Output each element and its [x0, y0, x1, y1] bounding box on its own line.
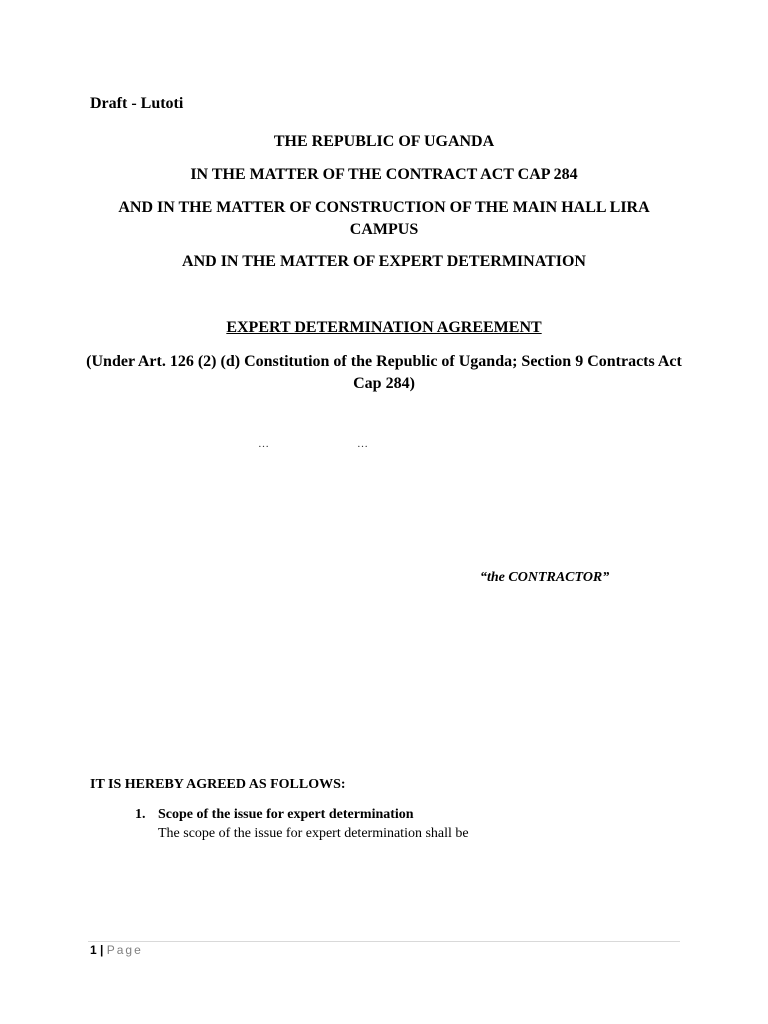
agreement-subtitle: (Under Art. 126 (2) (d) Constitution of the Republic of Uganda; Section 9 Contracts Act Cap 284) [86, 353, 682, 392]
page-number: 1 [90, 943, 97, 957]
clause-title: Scope of the issue for expert determination [158, 807, 414, 822]
page-footer [90, 943, 143, 957]
placeholder-ellipsis: … [258, 438, 270, 450]
heading-contract-act: IN THE MATTER OF THE CONTRACT ACT CAP 284 [190, 166, 578, 183]
clause-text: The scope of the issue for expert determination shall be [158, 826, 469, 841]
placeholder-ellipsis: … [357, 438, 369, 450]
heading-republic: THE REPUBLIC OF UGANDA [273, 133, 495, 150]
draft-label: Draft - Lutoti [90, 95, 184, 112]
agreed-heading: IT IS HEREBY AGREED AS FOLLOWS: [90, 777, 346, 792]
heading-construction: AND IN THE MATTER OF CONSTRUCTION OF THE MAIN HALL LIRA CAMPUS [118, 199, 650, 238]
heading-expert-determination: AND IN THE MATTER OF EXPERT DETERMINATION [182, 253, 586, 270]
page-word: Page [106, 943, 143, 957]
footer-divider [88, 941, 680, 942]
footer-separator: | [100, 943, 104, 957]
clause-number: 1. [135, 807, 146, 822]
contractor-label: “the CONTRACTOR” [480, 570, 610, 585]
agreement-title: EXPERT DETERMINATION AGREEMENT [226, 319, 542, 336]
